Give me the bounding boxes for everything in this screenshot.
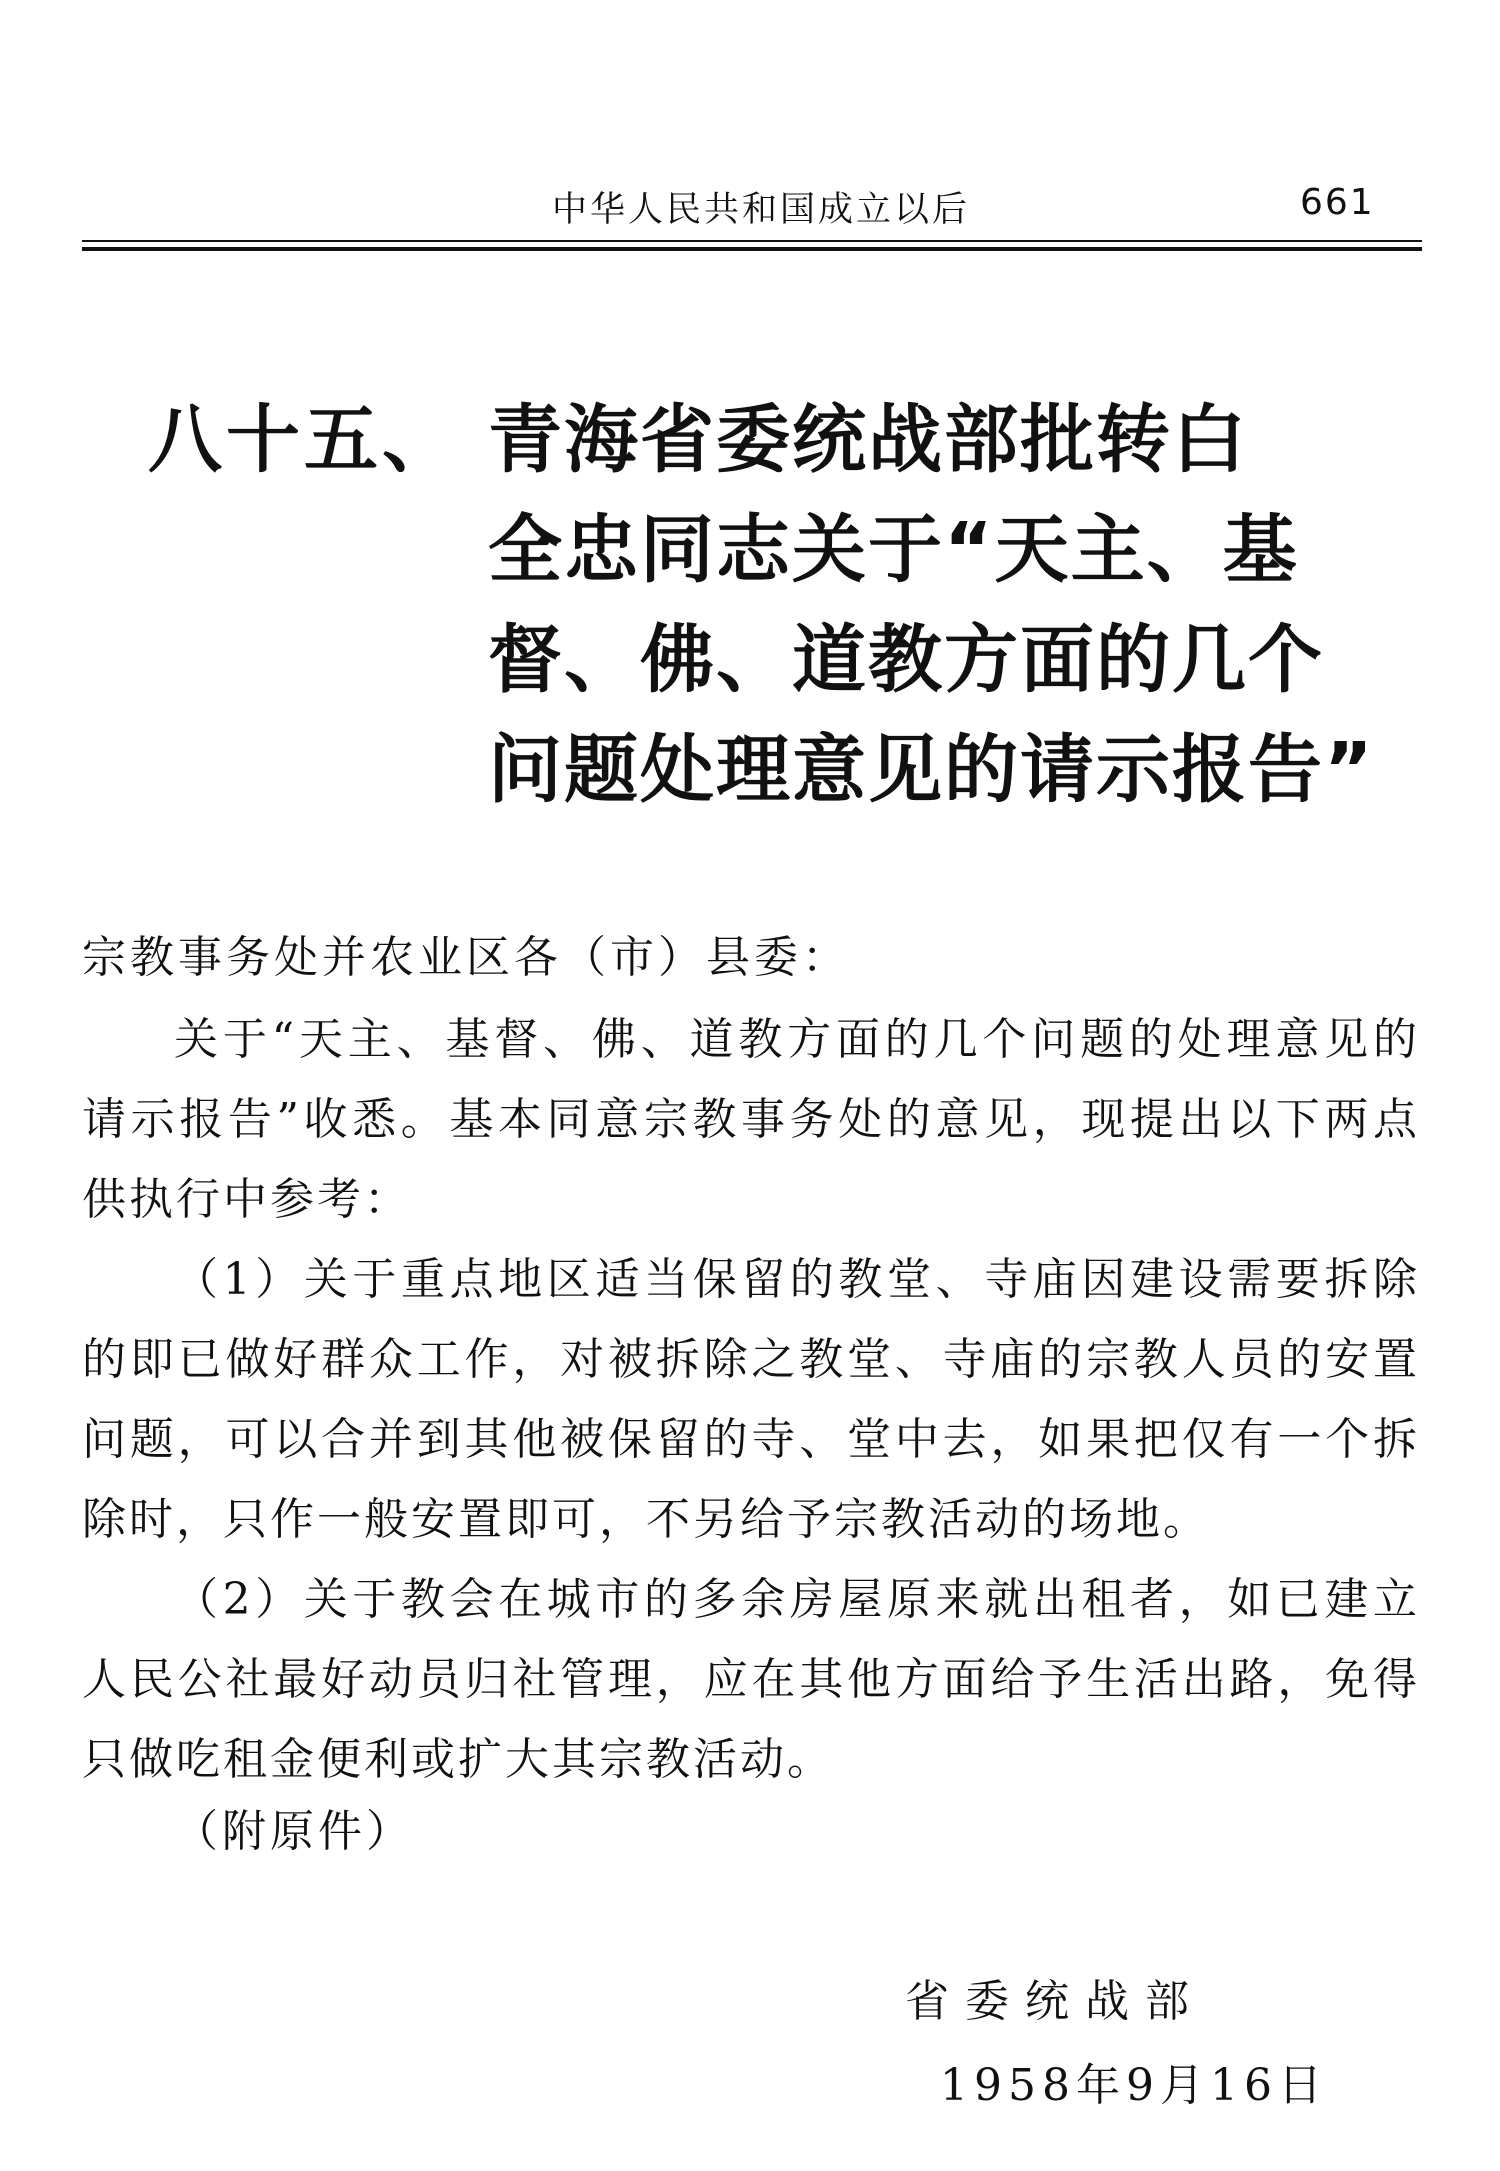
attachment-note: （附原件）	[174, 1806, 414, 1857]
signer: 省委统战部	[905, 1976, 1205, 2027]
addressee: 宗教事务处并农业区各（市）县委：	[82, 932, 850, 983]
title-line-2: 全忠同志关于“天主、基	[488, 507, 1299, 593]
title-line-3: 督、佛、道教方面的几个	[488, 617, 1324, 703]
title-line-1: 青海省委统战部批转白	[488, 397, 1248, 483]
title-line-4: 问题处理意见的请示报告”	[488, 727, 1375, 813]
paragraph-point-1: （1）关于重点地区适当保留的教堂、寺庙因建设需要拆除的即已做好群众工作，对被拆除之教堂、寺庙的宗教人员的安置问题，可以合并到其他被保留的寺、堂中去，如果把仅有一个拆除时，只作一般安置即可，不另给予宗教活动的场地。	[82, 1254, 1420, 1545]
running-head: 中华人民共和国成立以后	[552, 190, 971, 230]
title-number: 八十五、	[148, 397, 460, 483]
header-rule-thin	[82, 240, 1422, 242]
document-title	[488, 385, 1468, 825]
page-number: 661	[1300, 182, 1375, 223]
paragraph-intro: 关于“天主、基督、佛、道教方面的几个问题的处理意见的请示报告”收悉。基本同意宗教事务处的意见，现提出以下两点供执行中参考：	[82, 1014, 1420, 1225]
paragraph-point-2: （2）关于教会在城市的多余房屋原来就出租者，如已建立人民公社最好动员归社管理，应在其他方面给予生活出路，免得只做吃租金便利或扩大其宗教活动。	[82, 1574, 1420, 1785]
header-rule-thick	[82, 247, 1422, 251]
signature-date: 1958年9月16日	[940, 2060, 1328, 2111]
